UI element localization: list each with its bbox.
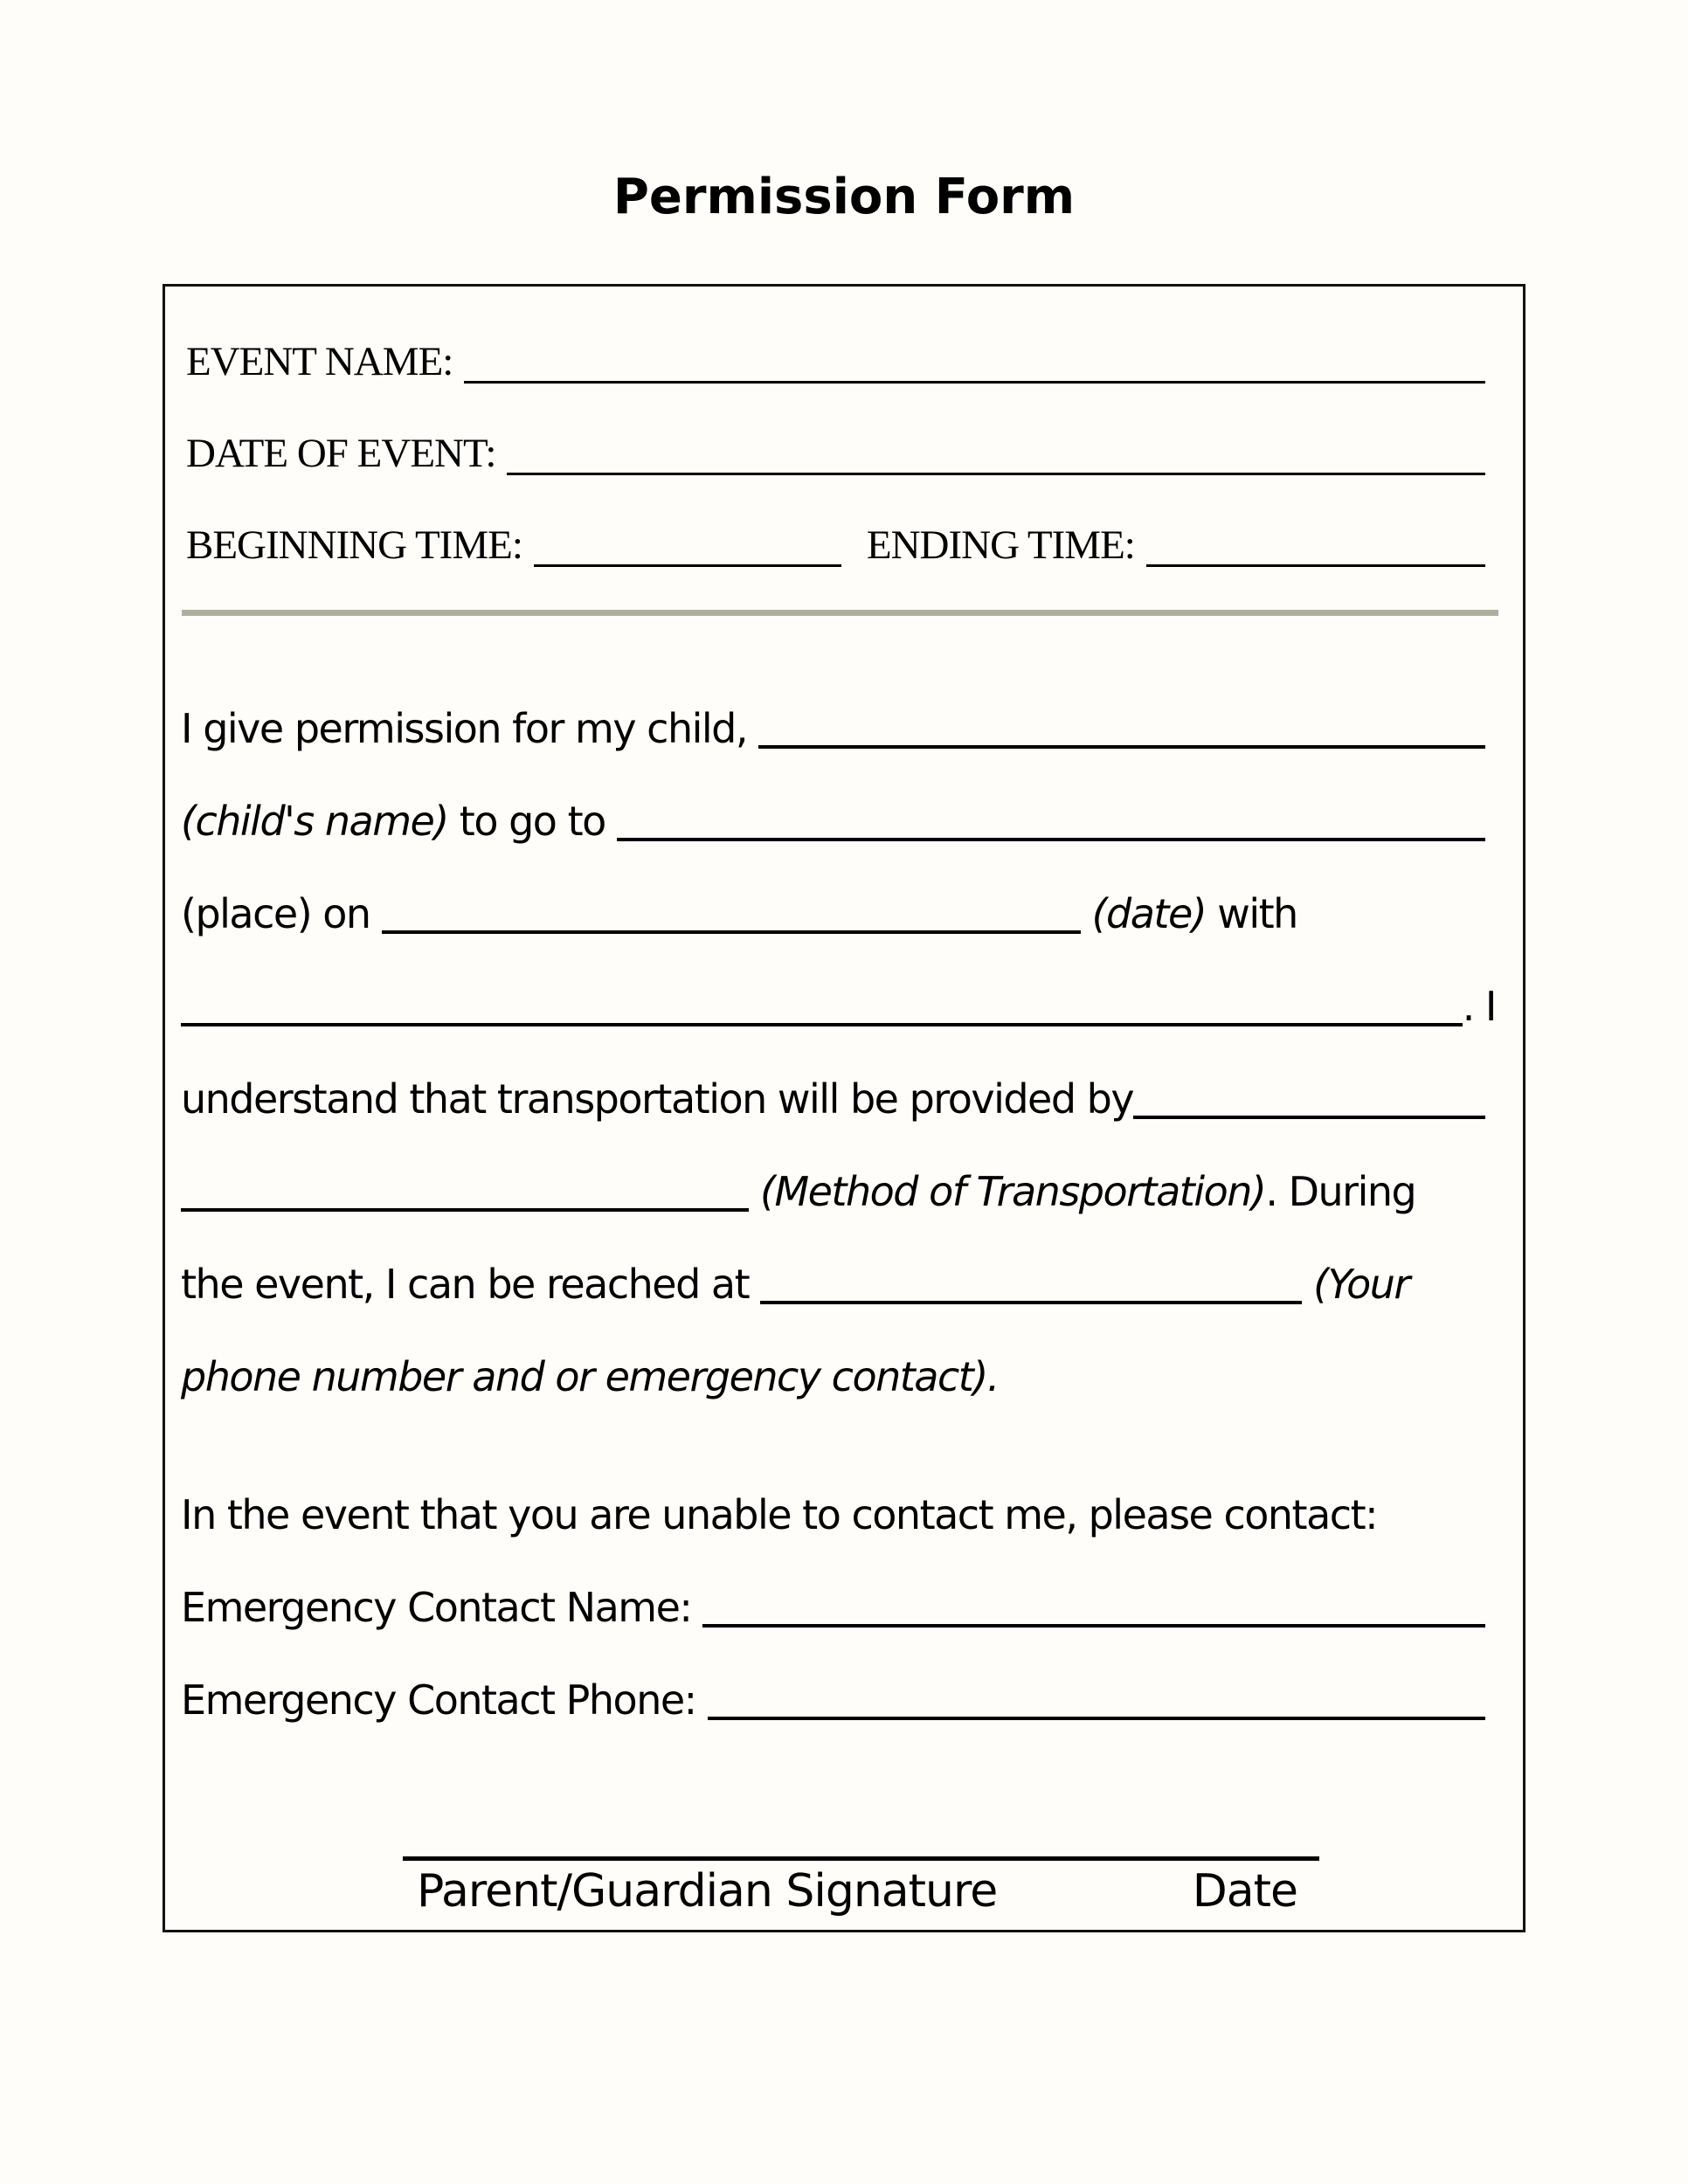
ending-time-blank — [1146, 564, 1485, 567]
beginning-time-label: BEGINNING TIME: — [186, 522, 522, 569]
line7-text: the event, I can be reached at — [181, 1261, 750, 1309]
emergency-phone-label: Emergency Contact Phone: — [181, 1676, 696, 1724]
page-title: Permission Form — [612, 169, 1076, 225]
event-name-label: EVENT NAME: — [186, 339, 453, 385]
place-caption: (place) on — [181, 890, 370, 938]
times-row — [186, 515, 1485, 569]
permission-line-5 — [181, 1068, 1485, 1122]
transportation-blank-2 — [181, 1208, 749, 1212]
date-blank — [382, 930, 1081, 934]
permission-line-3 — [181, 882, 1485, 936]
line6-text: . During — [1265, 1168, 1416, 1216]
phone-blank — [760, 1301, 1302, 1304]
place-blank — [617, 838, 1485, 841]
permission-line-7 — [181, 1253, 1485, 1307]
signature-label: Parent/Guardian Signature — [417, 1865, 998, 1918]
permission-line-1 — [181, 697, 1485, 751]
line2-text: to go to — [459, 798, 605, 846]
method-caption: (Method of Transportation) — [760, 1168, 1266, 1216]
form-box — [163, 284, 1525, 1932]
date-of-event-row — [186, 423, 1485, 477]
date-caption: (date) — [1091, 890, 1207, 938]
emergency-intro-text: In the event that you are unable to contact me, please contact: — [181, 1491, 1378, 1539]
event-name-row — [186, 331, 1485, 385]
emergency-name-blank — [702, 1624, 1485, 1628]
companion-blank — [181, 1023, 1463, 1026]
line5-text: understand that transportation will be provided by — [181, 1075, 1134, 1123]
emergency-intro-row — [181, 1483, 1485, 1538]
permission-line-6 — [181, 1160, 1485, 1214]
section-divider — [182, 610, 1498, 616]
date-label: Date — [1192, 1865, 1297, 1918]
date-of-event-label: DATE OF EVENT: — [186, 431, 496, 477]
permission-line-4 — [181, 975, 1496, 1029]
beginning-time-blank — [534, 564, 841, 567]
line4-text: . I — [1462, 983, 1496, 1031]
signature-labels — [403, 1861, 1319, 1918]
line8-caption: phone number and or emergency contact). — [181, 1353, 999, 1401]
line3-text: with — [1217, 890, 1297, 938]
child-name-blank — [758, 745, 1485, 749]
emergency-name-label: Emergency Contact Name: — [181, 1584, 692, 1632]
event-name-blank — [464, 381, 1485, 384]
emergency-phone-blank — [708, 1717, 1485, 1720]
date-of-event-blank — [507, 473, 1485, 475]
child-name-caption: (child's name) — [181, 798, 448, 846]
permission-line-8 — [181, 1345, 1485, 1400]
line7-caption: (Your — [1313, 1261, 1409, 1309]
emergency-name-row — [181, 1576, 1485, 1630]
ending-time-label: ENDING TIME: — [866, 522, 1135, 569]
emergency-phone-row — [181, 1669, 1485, 1723]
transportation-blank-1 — [1133, 1116, 1485, 1119]
permission-line-2 — [181, 790, 1485, 844]
line1-text: I give permission for my child, — [181, 705, 747, 753]
signature-block — [403, 1856, 1319, 1918]
